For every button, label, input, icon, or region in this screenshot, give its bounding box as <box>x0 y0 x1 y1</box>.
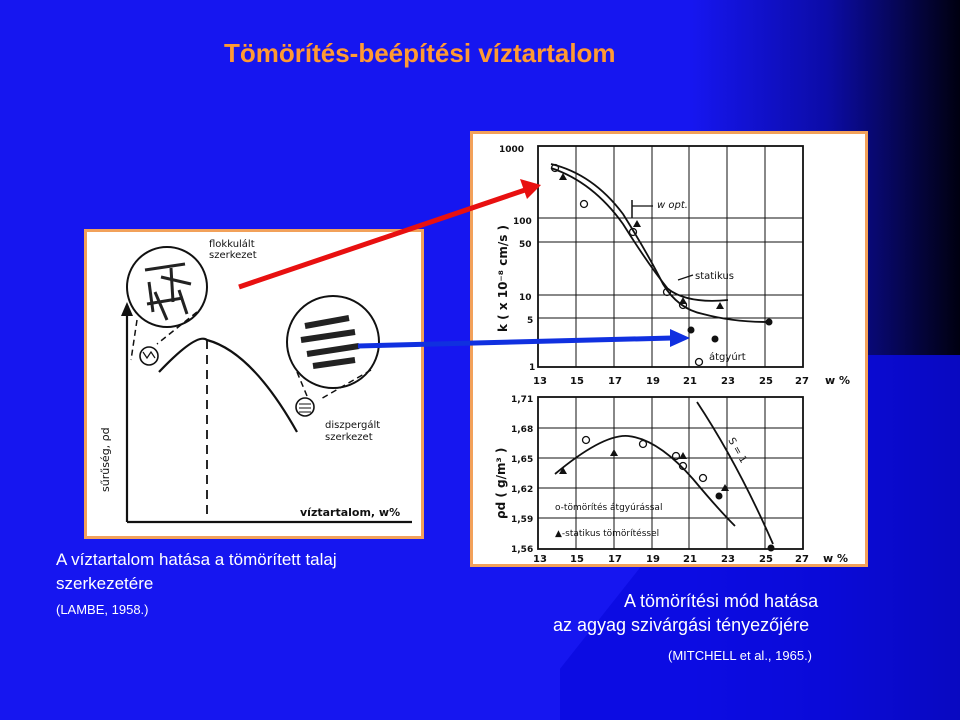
left-caption-line2: szerkezetére <box>56 574 154 593</box>
atgyurt-label: átgyúrt <box>709 352 746 363</box>
bottom-xtick-21: 21 <box>683 554 697 564</box>
top-ytick-10: 10 <box>519 293 532 303</box>
bottom-xtick-25: 25 <box>759 554 773 564</box>
flocculated-label-2: szerkezet <box>209 250 257 261</box>
top-ytick-5: 5 <box>527 316 534 326</box>
bottom-xtick-17: 17 <box>608 554 622 564</box>
bottom-ytick-162: 1,62 <box>511 485 534 495</box>
right-caption-source: (MITCHELL et al., 1965.) <box>668 648 813 663</box>
left-caption-line1: A víztartalom hatása a tömörített talaj <box>56 550 337 569</box>
top-x-axis-label: w % <box>825 374 851 387</box>
red-connector-arrow <box>239 190 525 287</box>
top-xtick-13: 13 <box>533 376 547 387</box>
right-caption-line1: A tömörítési mód hatása <box>624 591 819 611</box>
legend-atgyuras: o-tömörítés átgyúrással <box>555 503 663 513</box>
right-caption-line2: az agyag szivárgási tényezőjére <box>553 615 810 635</box>
top-ytick-50: 50 <box>519 240 532 250</box>
top-xtick-23: 23 <box>721 376 735 387</box>
dispersed-label: diszpergált <box>325 420 381 431</box>
top-xtick-27: 27 <box>795 376 809 387</box>
bottom-ytick-165: 1,65 <box>511 455 534 465</box>
top-xtick-25: 25 <box>759 376 773 387</box>
top-xtick-15: 15 <box>570 376 584 387</box>
flocculated-label: flokkulált <box>209 239 255 250</box>
left-caption-source: (LAMBE, 1958.) <box>56 602 149 617</box>
bottom-xtick-27: 27 <box>795 554 809 564</box>
top-xtick-17: 17 <box>608 376 622 387</box>
statikus-label: statikus <box>695 271 734 282</box>
blue-connector-arrow <box>358 338 672 346</box>
top-ytick-100: 100 <box>513 217 532 227</box>
top-xtick-21: 21 <box>683 376 697 387</box>
bottom-x-axis-label: w % <box>823 552 849 564</box>
bottom-xtick-15: 15 <box>570 554 584 564</box>
bottom-ytick-168: 1,68 <box>511 425 534 435</box>
s-equals-1-label: S = 1 <box>725 436 749 466</box>
top-y-axis-label: k ( x 10⁻⁸ cm/s ) <box>496 224 510 332</box>
bottom-ytick-159: 1,59 <box>511 515 534 525</box>
legend-statikus: ▲-statikus tömörítéssel <box>555 529 660 539</box>
top-ytick-1000: 1000 <box>499 145 525 155</box>
bottom-ytick-156: 1,56 <box>511 545 534 555</box>
bottom-xtick-23: 23 <box>721 554 735 564</box>
x-axis-label: víztartalom, w% <box>300 506 401 519</box>
y-axis-label: sűrűség, ρd <box>99 427 112 492</box>
bottom-xtick-19: 19 <box>646 554 660 564</box>
wopt-label: w opt. <box>657 200 688 211</box>
slide-title: Tömörítés-beépítési víztartalom <box>224 38 616 68</box>
top-xtick-19: 19 <box>646 376 660 387</box>
blue-arrowhead-icon <box>670 329 690 347</box>
bottom-ytick-171: 1,71 <box>511 395 534 405</box>
dispersed-label-2: szerkezet <box>325 432 373 443</box>
bottom-xtick-13: 13 <box>533 554 547 564</box>
top-ytick-1: 1 <box>529 363 536 373</box>
bottom-y-axis-label: ρd ( g/m³ ) <box>494 447 508 519</box>
